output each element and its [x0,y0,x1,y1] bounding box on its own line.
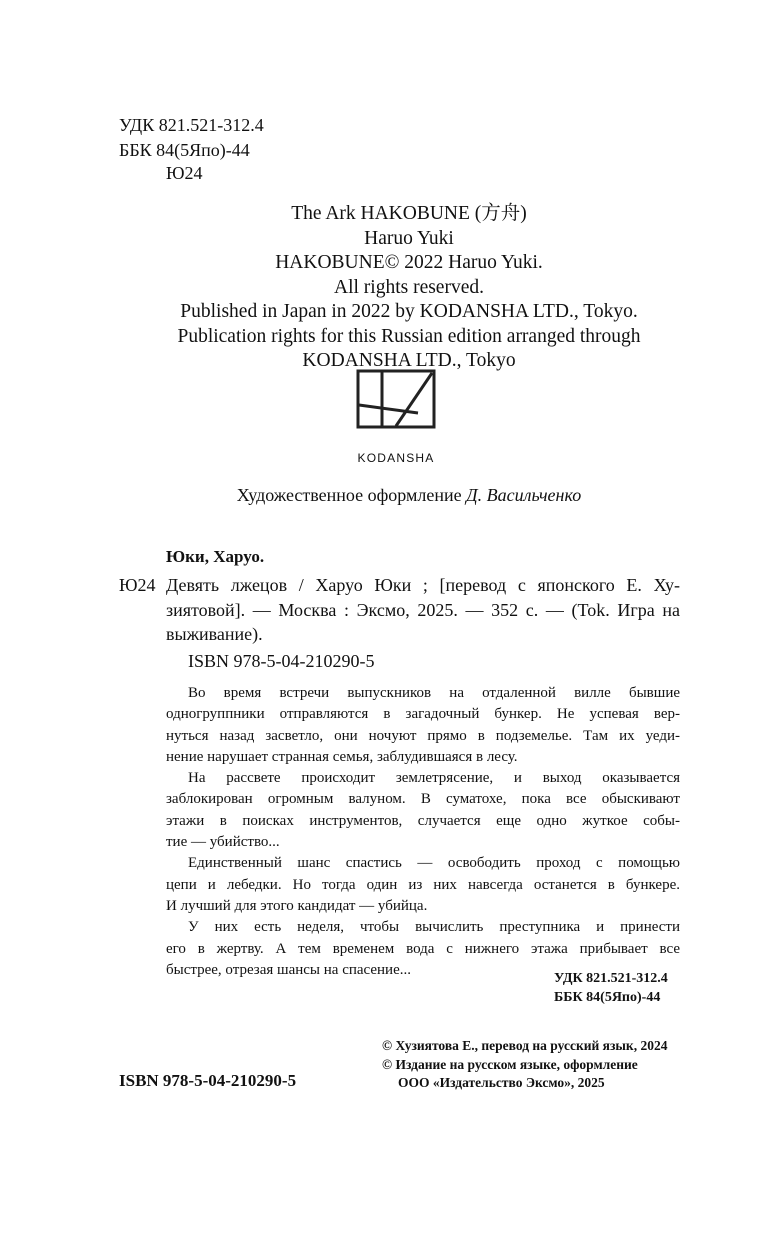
rights-line: Publication rights for this Russian edition arranged through [177,325,641,347]
udk-code: УДК 821.521-312.4 [119,115,264,135]
rights-line: Haruo Yuki [364,227,454,249]
annotation-line: одногруппники отправляются в загадочный бункер. Не успевая вер- [166,706,680,723]
bbk-code: ББК 84(5Япо)-44 [119,140,250,160]
annotation-line: тие — убийство... [166,834,280,851]
annotation-line: заблокирован огромным валуном. В суматохе, пока все обыскивают [166,791,680,808]
annotation-line: этажи в поисках инструментов, случается еще одно жуткое собы- [166,812,680,829]
author-heading: Юки, Харуо. [166,547,265,566]
kodansha-logo-icon [356,369,436,429]
copyright-line: © Издание на русском языке, оформление [382,1056,638,1072]
footer-bbk: ББК 84(5Япо)-44 [554,990,661,1005]
footer-classification [554,969,668,1007]
rights-line: Published in Japan in 2022 by KODANSHA LTD., Tokyo. [180,301,638,322]
bib-line: выживание). [166,624,263,644]
copyright-line: © Хузиятова Е., перевод на русский язык, 2024 [382,1038,668,1053]
annotation-line: На рассвете происходит землетрясение, и выход оказывается [188,770,680,787]
annotation-line: его в жертву. А тем временем вода с нижнего этажа прибывает все [166,940,680,957]
rights-block [100,202,718,374]
annotation-line: Во время встречи выпускников на отдаленной вилле бывшие [188,685,680,701]
design-credit [100,483,718,507]
copyright-block [382,1037,667,1093]
annotation-line: У них есть неделя, чтобы вычислить преступника и принести [188,919,680,936]
bibliographic-description [166,573,680,647]
annotation [166,683,680,981]
annotation-line: цепи и лебедки. Но тогда один из них навсегда останется в бункере. [166,876,680,893]
rights-line: The Ark HAKOBUNE (方舟) [291,203,527,224]
publisher-name: KODANSHA [357,451,435,465]
annotation-line: И лучший для этого кандидат — убийца. [166,897,428,914]
bib-line: Девять лжецов / Харуо Юки ; [перевод с японского Е. Ху- [166,575,680,595]
annotation-line: Единственный шанс спастись — освободить проход с помощью [188,855,680,872]
designer-name: Д. Васильченко [466,485,582,505]
author-sign: Ю24 [166,163,203,183]
bib-line: зиятовой]. — Москва : Эксмо, 2025. — 352 с. — (Tok. Игра на [166,599,680,620]
rights-line: KODANSHA LTD., Tokyo [302,350,516,371]
footer-isbn: ISBN 978-5-04-210290-5 [119,1071,297,1090]
rights-line: HAKOBUNE© 2022 Haruo Yuki. [275,252,543,273]
annotation-line: нение нарушает странная семья, заблудившаяся в лесу. [166,748,518,765]
design-credit-label: Художественное оформление [236,485,462,505]
author-code: Ю24 [119,575,156,595]
annotation-line: нуться назад засветло, они ночуют прямо в подземелье. Там их уеди- [166,727,680,744]
copyright-line: ООО «Издательство Эксмо», 2025 [398,1075,605,1090]
annotation-line: быстрее, отрезая шансы на спасение... [166,961,411,978]
footer-udk: УДК 821.521-312.4 [554,971,668,986]
isbn: ISBN 978-5-04-210290-5 [188,651,375,671]
rights-line: All rights reserved. [333,276,484,298]
